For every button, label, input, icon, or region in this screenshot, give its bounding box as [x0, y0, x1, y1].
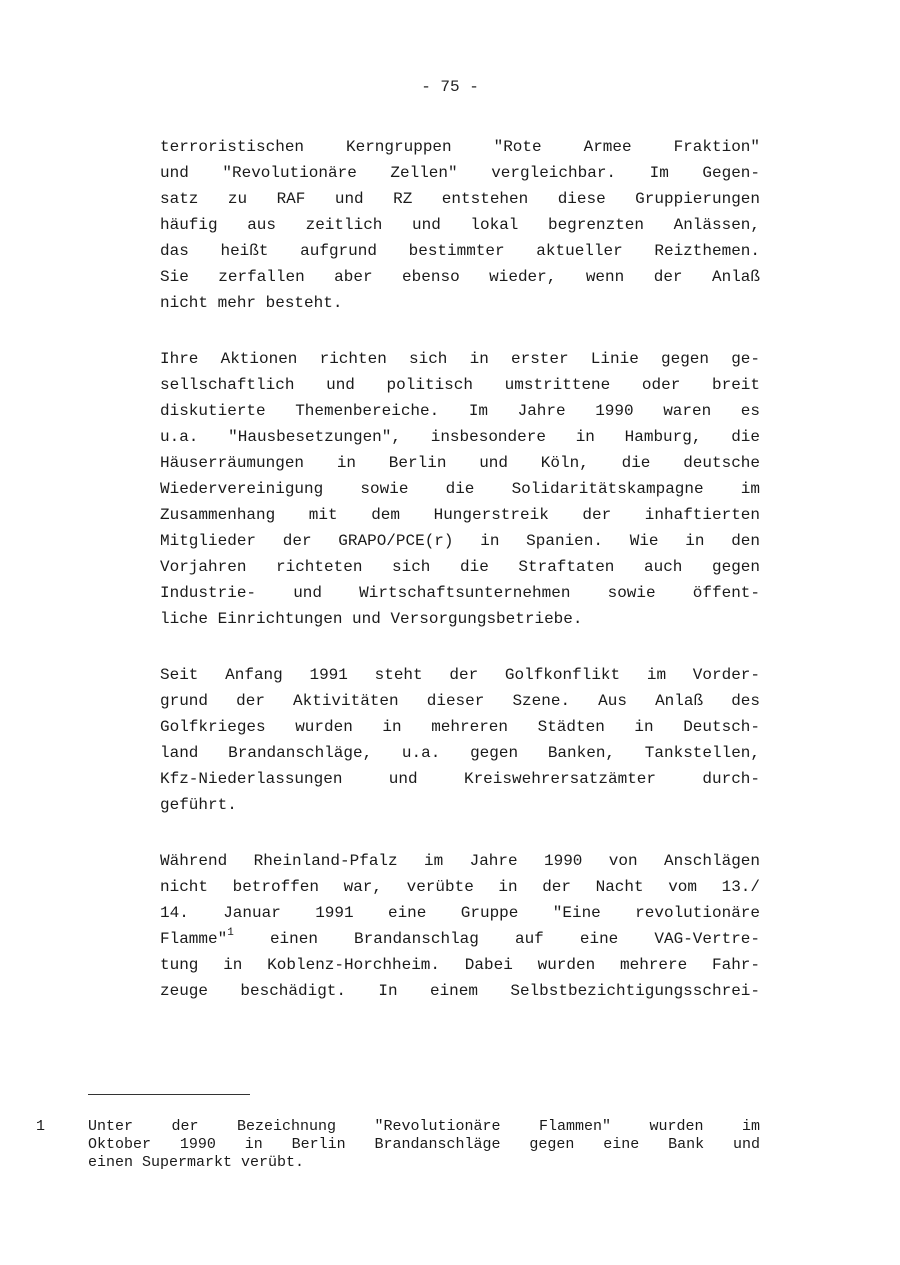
footnote-line: Unter der Bezeichnung "Revolutionäre Flammen" wurden im — [88, 1118, 760, 1135]
text-line: geführt. — [160, 796, 237, 814]
text-line: diskutierte Themenbereiche. Im Jahre 1990 waren es — [160, 402, 760, 420]
text-line: Kfz-Niederlassungen und Kreiswehrersatzämter durch- — [160, 770, 760, 788]
footnote-reference: 1 — [227, 927, 234, 939]
text-line: land Brandanschläge, u.a. gegen Banken, Tankstellen, — [160, 744, 760, 762]
paragraph-3 — [160, 662, 760, 818]
text-line: Sie zerfallen aber ebenso wieder, wenn der Anlaß — [160, 268, 760, 286]
text-line: liche Einrichtungen und Versorgungsbetriebe. — [160, 610, 583, 628]
text-line: Vorjahren richteten sich die Straftaten auch gegen — [160, 558, 760, 576]
text-line-with-footnote-ref — [160, 926, 760, 952]
footnote-line: Oktober 1990 in Berlin Brandanschläge gegen eine Bank und — [88, 1136, 760, 1153]
paragraph-1 — [160, 134, 760, 316]
footnote-line: einen Supermarkt verübt. — [88, 1154, 305, 1171]
text-line: u.a. "Hausbesetzungen", insbesondere in Hamburg, die — [160, 428, 760, 446]
footnote-marker: 1 — [36, 1118, 46, 1135]
text-line: Während Rheinland-Pfalz im Jahre 1990 von Anschlägen — [160, 852, 760, 870]
text-line: Häuserräumungen in Berlin und Köln, die deutsche — [160, 454, 760, 472]
text-line: Golfkrieges wurden in mehreren Städten in Deutsch- — [160, 718, 760, 736]
text-line: Wiedervereinigung sowie die Solidaritätskampagne im — [160, 480, 760, 498]
text-line: Seit Anfang 1991 steht der Golfkonflikt im Vorder- — [160, 666, 760, 684]
text-line: nicht betroffen war, verübte in der Nacht vom 13./ — [160, 878, 760, 896]
text-line: 14. Januar 1991 eine Gruppe "Eine revolutionäre — [160, 904, 760, 922]
text-line: nicht mehr besteht. — [160, 294, 343, 312]
text-line: grund der Aktivitäten dieser Szene. Aus Anlaß des — [160, 692, 760, 710]
text-line: terroristischen Kerngruppen "Rote Armee Fraktion" — [160, 138, 760, 156]
text-line: zeuge beschädigt. In einem Selbstbezichtigungsschrei- — [160, 982, 760, 1000]
paragraph-2 — [160, 346, 760, 632]
text-fragment: Flamme" — [160, 930, 228, 948]
text-line: Industrie- und Wirtschaftsunternehmen sowie öffent- — [160, 584, 760, 602]
footnote-separator — [88, 1094, 250, 1095]
text-fragment: einen Brandanschlag auf eine VAG-Vertre- — [269, 930, 760, 948]
text-line: Zusammenhang mit dem Hungerstreik der inhaftierten — [160, 506, 760, 524]
text-line: sellschaftlich und politisch umstrittene oder breit — [160, 376, 760, 394]
page-number: - 75 - — [421, 78, 479, 96]
text-line: häufig aus zeitlich und lokal begrenzten Anlässen, — [160, 216, 760, 234]
text-line: tung in Koblenz-Horchheim. Dabei wurden mehrere Fahr- — [160, 956, 760, 974]
text-line: und "Revolutionäre Zellen" vergleichbar. Im Gegen- — [160, 164, 760, 182]
text-line: Mitglieder der GRAPO/PCE(r) in Spanien. Wie in den — [160, 532, 760, 550]
paragraph-4 — [160, 848, 760, 1004]
text-line: das heißt aufgrund bestimmter aktueller Reizthemen. — [160, 242, 760, 260]
text-line: satz zu RAF und RZ entstehen diese Gruppierungen — [160, 190, 760, 208]
footnote-text — [88, 1118, 760, 1172]
text-line: Ihre Aktionen richten sich in erster Linie gegen ge- — [160, 350, 760, 368]
body-text — [160, 134, 760, 1034]
